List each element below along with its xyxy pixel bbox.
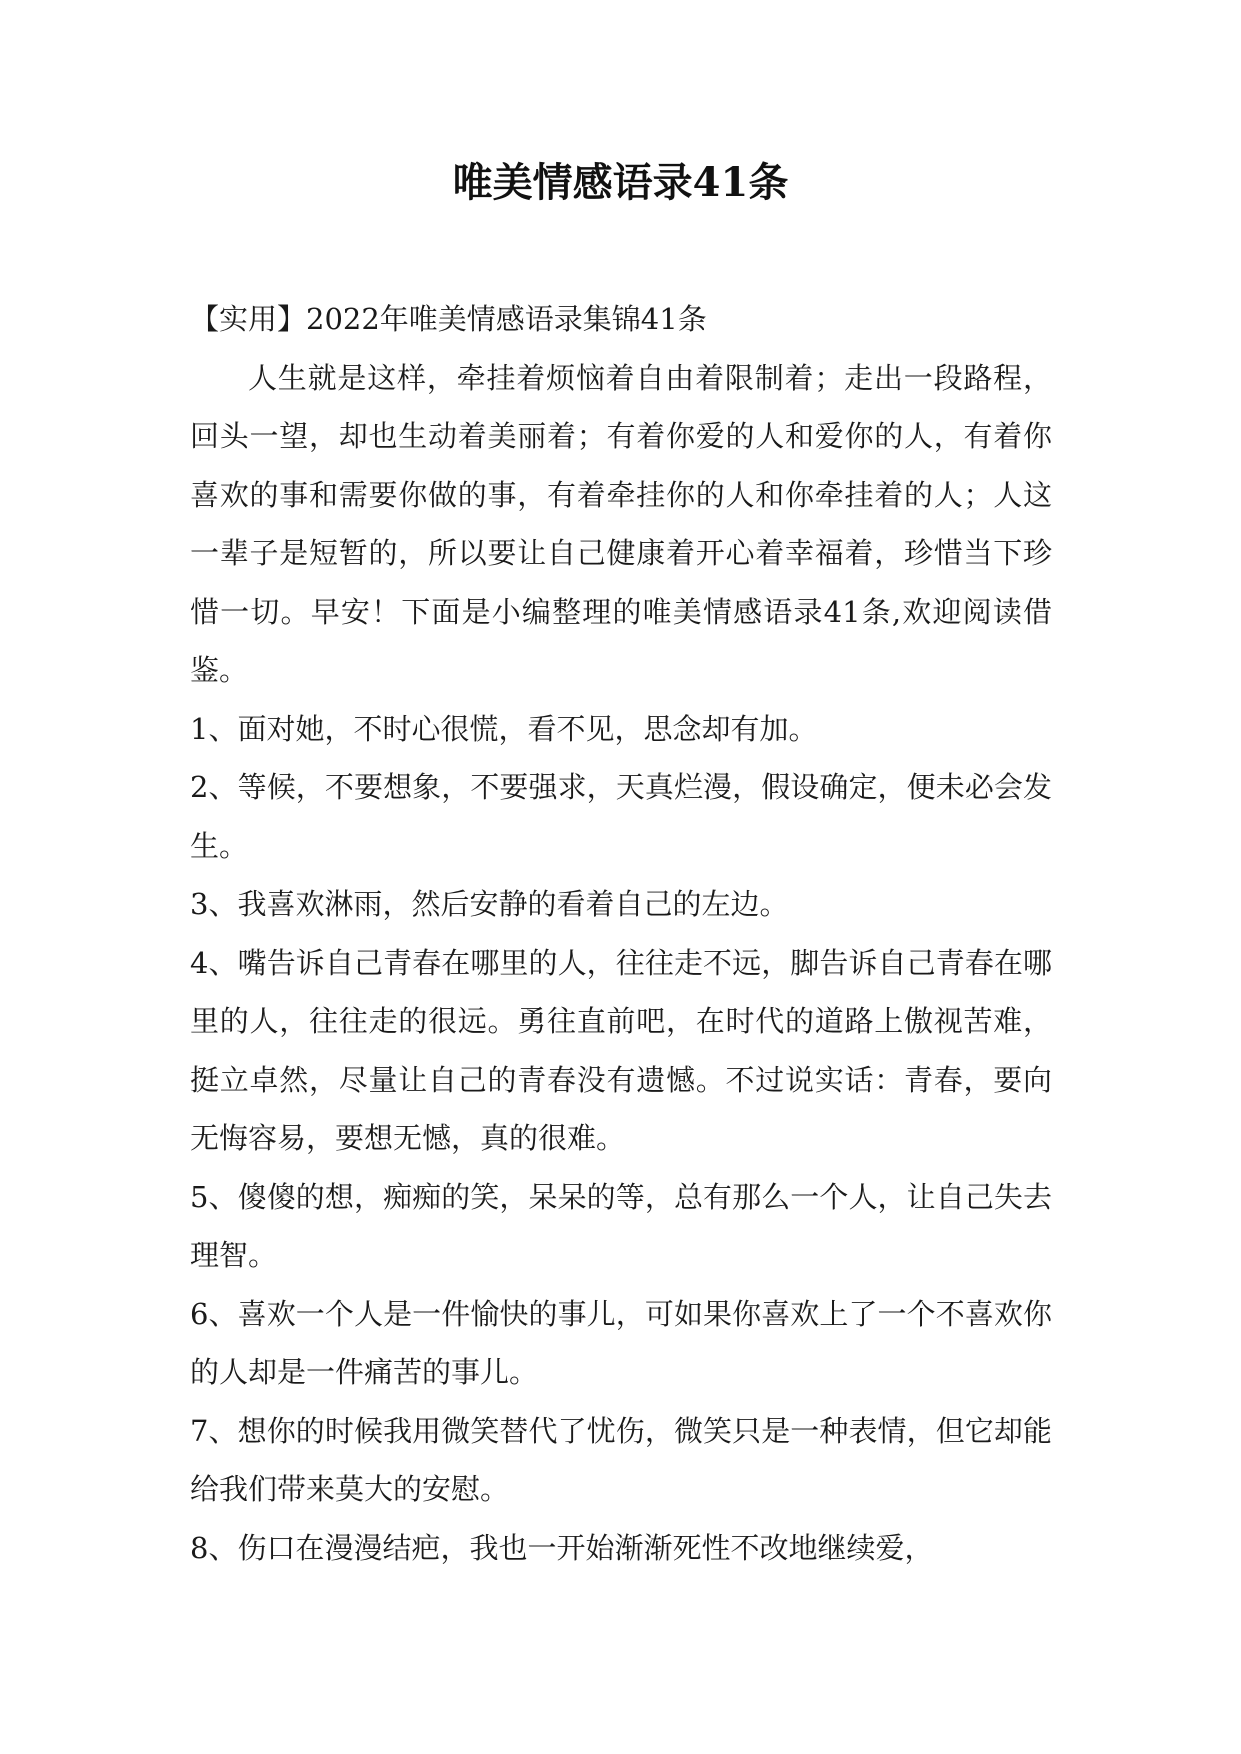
quote-item-2: 2、等候，不要想象，不要强求，天真烂漫，假设确定，便未必会发生。 — [190, 770, 1052, 863]
quote-item-3: 3、我喜欢淋雨，然后安静的看着自己的左边。 — [190, 887, 789, 921]
intro-paragraph: 人生就是这样，牵挂着烦恼着自由着限制着；走出一段路程，回头一望，却也生动着美丽着；有着你爱的人和爱你的人，有着你喜欢的事和需要你做的事，有着牵挂你的人和你牵挂着的人；人这一辈子是短暂的，所以要让自己健康着开心着幸福着，珍惜当下珍惜一切。早安！下面是小编整理的唯美情感语录41条,欢迎阅读借鉴。 — [190, 360, 1052, 687]
document-title: 唯美情感语录41条 — [452, 159, 789, 206]
quote-item-8: 8、伤口在漫漫结疤，我也一开始渐渐死性不改地继续爱， — [190, 1530, 934, 1565]
quote-item-6: 6、喜欢一个人是一件愉快的事儿，可如果你喜欢上了一个不喜欢你的人却是一件痛苦的事儿。 — [190, 1296, 1052, 1389]
quote-item-1: 1、面对她，不时心很慌，看不见，思念却有加。 — [190, 711, 818, 746]
quote-item-7: 7、想你的时候我用微笑替代了忧伤，微笑只是一种表情，但它却能给我们带来莫大的安慰。 — [190, 1413, 1052, 1506]
quote-item-4: 4、嘴告诉自己青春在哪里的人，往往走不远，脚告诉自己青春在哪里的人，往往走的很远。勇往直前吧，在时代的道路上傲视苦难，挺立卓然，尽量让自己的青春没有遗憾。不过说实话：青春，要向无悔容易，要想无憾，真的很难。 — [190, 945, 1052, 1155]
quote-item-5: 5、傻傻的想，痴痴的笑，呆呆的等，总有那么一个人，让自己失去理智。 — [190, 1179, 1052, 1272]
document-subtitle: 【实用】2022年唯美情感语录集锦41条 — [190, 302, 707, 336]
document-body — [190, 290, 1052, 1577]
